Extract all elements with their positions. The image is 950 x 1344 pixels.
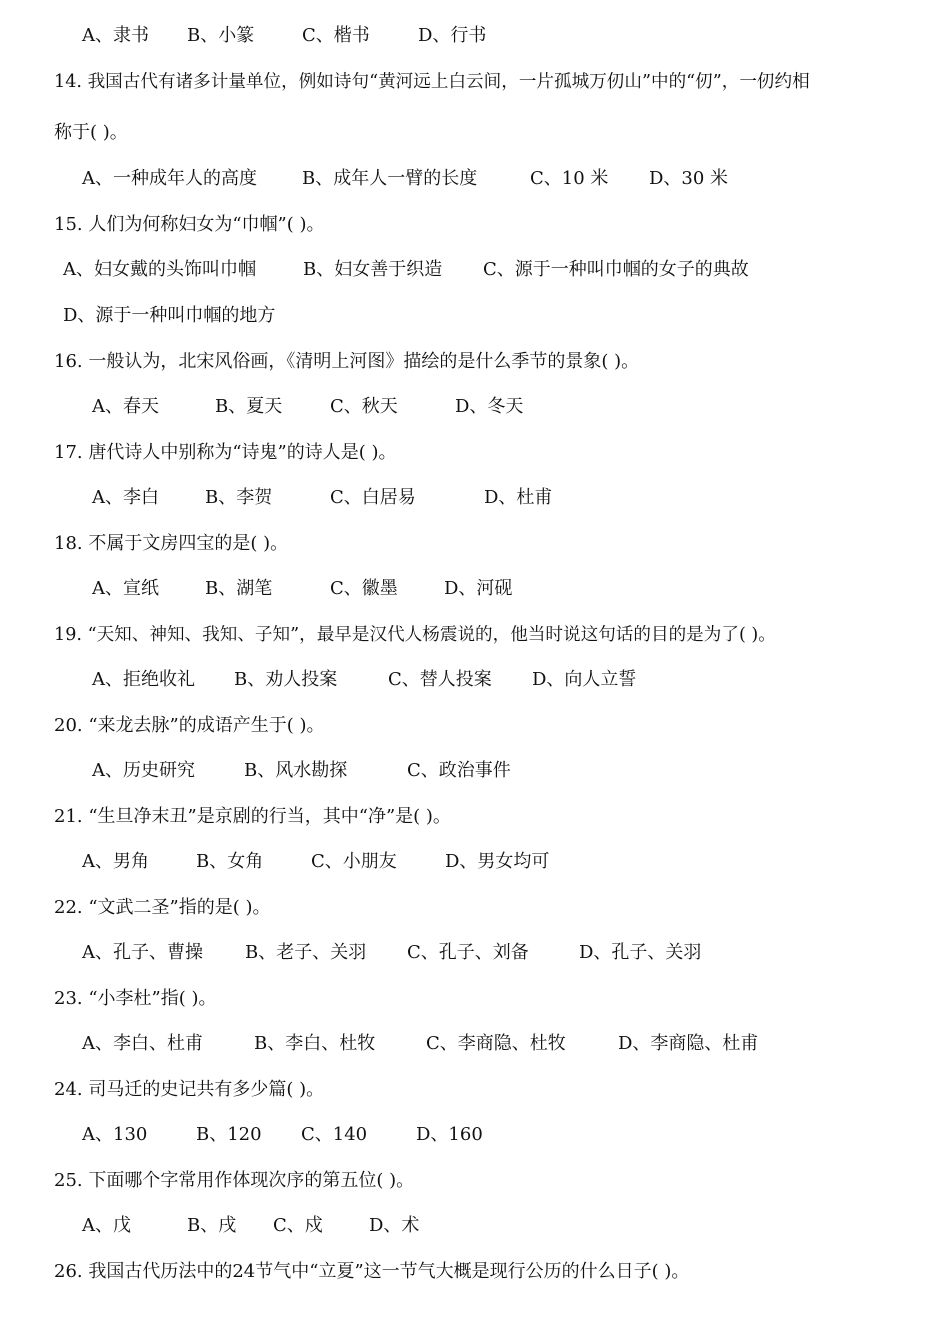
option-a: A、130	[82, 1124, 148, 1145]
option-c: C、白居易	[330, 487, 416, 508]
options-row	[92, 486, 552, 510]
question-18: 18. 不属于文房四宝的是( )。	[54, 533, 289, 554]
option-c: C、140	[301, 1124, 368, 1145]
option-b: B、李白、杜牧	[254, 1033, 376, 1054]
options-row	[82, 24, 486, 48]
option-b: B、成年人一臂的长度	[302, 168, 478, 189]
option-c: C、源于一种叫巾帼的女子的典故	[483, 259, 749, 280]
option-d: D、160	[416, 1124, 483, 1145]
option-a: A、男角	[82, 851, 149, 872]
options-row	[82, 941, 701, 965]
options-row	[82, 167, 728, 191]
option-d: D、源于一种叫巾帼的地方	[63, 305, 276, 326]
option-c: C、小朋友	[311, 851, 397, 872]
question-15: 15. 人们为何称妇女为“巾帼”( )。	[54, 214, 325, 235]
question-19: 19. “天知、神知、我知、子知”，最早是汉代人杨震说的，他当时说这句话的目的是为了( )。	[54, 625, 776, 645]
options-row	[92, 577, 512, 601]
options-row	[82, 850, 549, 874]
option-d: D、向人立誓	[532, 669, 637, 690]
option-d: D、冬天	[455, 396, 524, 417]
option-b: B、劝人投案	[234, 669, 338, 690]
options-row	[92, 668, 636, 692]
question-26: 26. 我国古代历法中的24节气中“立夏”这一节气大概是现行公历的什么日子( )。	[54, 1261, 690, 1282]
option-c: C、孔子、刘备	[407, 942, 529, 963]
options-row	[82, 1032, 758, 1056]
option-c: C、楷书	[302, 25, 370, 46]
option-b: B、120	[196, 1124, 262, 1145]
option-a: A、李白	[92, 487, 159, 508]
option-b: B、风水勘探	[244, 760, 348, 781]
option-b: B、夏天	[215, 396, 283, 417]
question-16: 16. 一般认为，北宋风俗画，《清明上河图》描绘的是什么季节的景象( )。	[54, 351, 640, 372]
option-c: C、戍	[273, 1215, 323, 1236]
question-24: 24. 司马迁的史记共有多少篇( )。	[54, 1079, 325, 1100]
question-17: 17. 唐代诗人中别称为“诗鬼”的诗人是( )。	[54, 442, 397, 463]
option-a: A、历史研究	[92, 760, 195, 781]
question-22: 22. “文武二圣”指的是( )。	[54, 897, 271, 918]
option-a: A、妇女戴的头饰叫巾帼	[63, 259, 256, 280]
option-a: A、拒绝收礼	[92, 669, 195, 690]
option-c: C、替人投案	[388, 669, 492, 690]
option-d: D、行书	[418, 25, 487, 46]
option-a: A、一种成年人的高度	[82, 168, 257, 189]
option-b: B、湖笔	[205, 578, 273, 599]
option-c: C、秋天	[330, 396, 398, 417]
options-row	[63, 304, 275, 328]
option-b: B、戌	[187, 1215, 237, 1236]
option-c: C、10 米	[530, 168, 609, 189]
question-21: 21. “生旦净末丑”是京剧的行当，其中“净”是( )。	[54, 806, 451, 827]
options-row	[63, 258, 749, 282]
option-a: A、戊	[82, 1215, 131, 1236]
option-a: A、孔子、曹操	[82, 942, 203, 963]
options-row	[82, 1214, 419, 1238]
options-row	[92, 759, 511, 783]
question-20: 20. “来龙去脉”的成语产生于( )。	[54, 715, 325, 736]
option-d: D、孔子、关羽	[579, 942, 702, 963]
option-c: C、徽墨	[330, 578, 398, 599]
option-d: D、河砚	[444, 578, 513, 599]
options-row	[82, 1123, 483, 1147]
option-a: A、春天	[92, 396, 159, 417]
question-25: 25. 下面哪个字常用作体现次序的第五位( )。	[54, 1170, 415, 1191]
question-14-continued: 称于( )。	[54, 122, 128, 143]
option-d: D、男女均可	[445, 851, 550, 872]
question-23: 23. “小李杜”指( )。	[54, 988, 217, 1009]
option-d: D、30 米	[649, 168, 729, 189]
option-b: B、李贺	[205, 487, 273, 508]
option-b: B、老子、关羽	[245, 942, 367, 963]
option-b: B、女角	[196, 851, 264, 872]
option-d: D、李商隐、杜甫	[618, 1033, 759, 1054]
option-a: A、李白、杜甫	[82, 1033, 203, 1054]
option-a: A、宣纸	[92, 578, 159, 599]
option-a: A、隶书	[82, 25, 149, 46]
options-row	[92, 395, 523, 419]
option-c: C、政治事件	[407, 760, 511, 781]
option-b: B、小篆	[187, 25, 255, 46]
question-14: 14. 我国古代有诸多计量单位，例如诗句“黄河远上白云间，一片孤城万仞山”中的“仞”，一仞约相	[54, 72, 810, 92]
option-d: D、杜甫	[484, 487, 553, 508]
option-c: C、李商隐、杜牧	[426, 1033, 566, 1054]
option-b: B、妇女善于织造	[303, 259, 443, 280]
option-d: D、术	[369, 1215, 420, 1236]
